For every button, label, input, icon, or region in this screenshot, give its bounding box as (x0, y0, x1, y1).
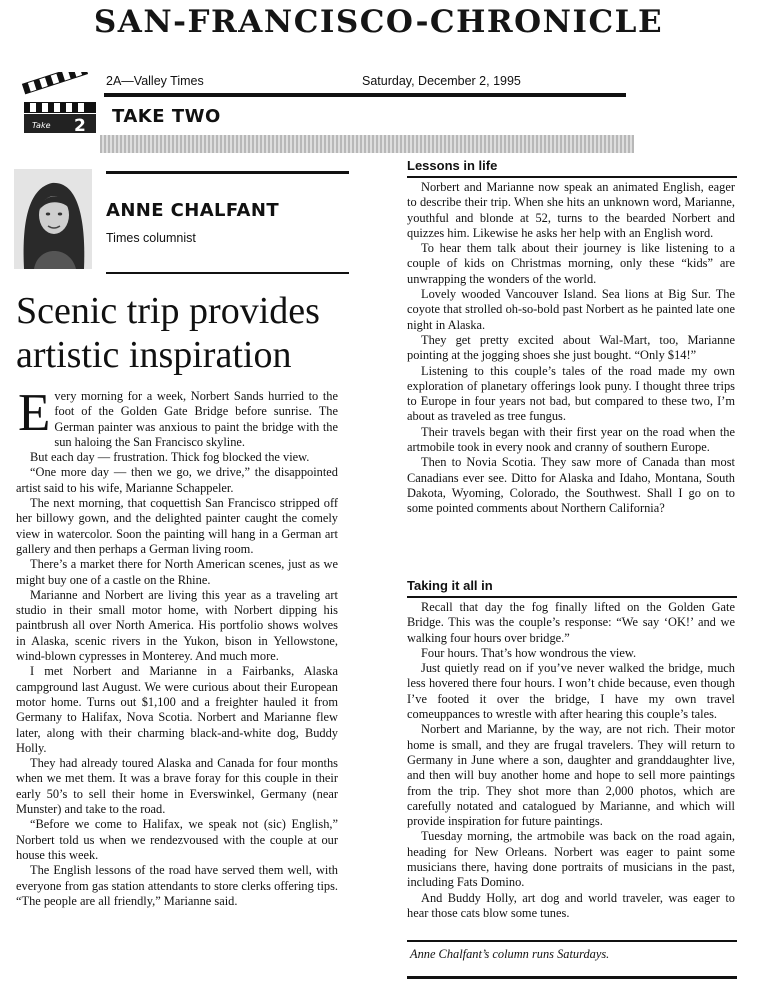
paragraph: Norbert and Marianne, by the way, are not rich. Their motor home is small, and they are frugal travelers. They will return to Germany in June where a son, daughter and granddaughter live, and then will buy another home and hope to sell more paintings from the trip. They shot more than 2,000 photos, which are carefully notated and catalogued by Marianne, and which will provide inspiration for future paintings. (407, 722, 735, 829)
issue-date: Saturday, December 2, 1995 (362, 74, 521, 88)
columnist-photo (14, 169, 92, 269)
paragraph: Just quietly read on if you’ve never walked the bridge, much less hovered there four hours. I won’t chide because, even though I’ve footed it over the bridge, I have my own travel comeuppances to wrestle with after hearing this couple’s tales. (407, 661, 735, 722)
paragraph: The next morning, that coquettish San Francisco stripped off her billowy gown, and the delighted painter caught the comely view in watercolor. Soon the painting will hang in a German art gallery and then perhaps a German living room. (16, 496, 338, 556)
paragraph: Marianne and Norbert are living this year as a traveling art studio in their small motor home, with Norbert dipping his paintbrush all over North America. His portfolio shows wolves in Alaska, scenic rivers in the Yukon, bison in Yellowstone, wind-blown cypresses in Monterey. And much more. (16, 587, 338, 664)
columnist-title: Times columnist (106, 231, 196, 245)
paragraph: “One more day — then we go, we drive,” the disappointed artist said to his wife, Marianne Schappeler. (16, 465, 338, 495)
tagline-rule (407, 940, 737, 942)
paragraph: Listening to this couple’s tales of the road made my own exploration of planetary offerings look puny. I thought three trips to Europe in four years not bad, but compared to these two, I’m about as traveled as tree fungus. (407, 363, 735, 424)
paragraph: Tuesday morning, the artmobile was back on the road again, heading for New Orleans. Norbert was eager to paint some musicians there, having done portraits of musicians in the past, including Fats Domino. (407, 829, 735, 890)
paragraph: Then to Novia Scotia. They saw more of Canada than most Canadians ever see. Ditto for Alaska and Idaho, Montana, South Dakota, Wyoming, Colorado, the Southwest. Shall I go on to some pointed comments about Northern California? (407, 455, 735, 516)
paragraph: Norbert and Marianne now speak an animated English, eager to describe their trip. When she hits an unknown word, Marianne, youthful and blonde at 52, turns to the bearded Norbert and quizzes him. Likewise he asks her help with an English word. (407, 180, 735, 240)
paragraph: They get pretty excited about Wal-Mart, too, Marianne pointing at the jogging shoes she just bought. “Only $14!” (407, 332, 735, 363)
byline-rule-bottom (106, 272, 349, 274)
paragraph: Their travels began with their first year on the road when the artmobile took in every nook and cranny of southern Europe. (407, 424, 735, 455)
svg-text:2: 2 (74, 116, 86, 134)
story-column-2b (407, 600, 735, 921)
bottom-rule (407, 976, 737, 979)
paragraph: I met Norbert and Marianne in a Fairbanks, Alaska campground last August. We were curious about their European motor home. Turns out $1,100 and a freighter hauled it from Germany to Halifax, Nova Scotia. Norbert and Marianne flew later, along with their charming black-and-white dog, Buddy Holly. (16, 664, 338, 755)
paragraph: very morning for a week, Norbert Sands hurried to the foot of the Golden Gate Bridge before sunrise. The German painter was anxious to paint the bridge with the sun haloing the San Francisco skyline. (54, 389, 338, 449)
section-band (100, 135, 634, 153)
paragraph: Lovely wooded Vancouver Island. Sea lions at Big Sur. The coyote that strolled oh-so-bold past Norbert as he painted late one night in Alaska. (407, 287, 735, 332)
paragraph: There’s a market there for North American scenes, just as we might buy one of a castle on the Rhine. (16, 557, 338, 587)
story-column-1 (16, 384, 338, 909)
subhead-rule (407, 596, 737, 598)
subhead-rule (407, 176, 737, 178)
paragraph: They had already toured Alaska and Canada for four months when we met them. It was a brave foray for this couple in their early 50’s to sell their home in Everswinkel, Germany (near Munster) and take to the road. (16, 756, 338, 817)
paragraph: “Before we come to Halifax, we speak not (sic) English,” Norbert told us when we rendezvoused with the couple at our house this week. (16, 817, 338, 862)
paragraph: The English lessons of the road have served them well, with everyone from gas station attendants to store clerks offering tips. “The people are all friendly,” Marianne said. (16, 863, 338, 908)
masthead: SAN-FRANCISCO-CHRONICLE (93, 4, 664, 40)
byline-rule-top (106, 171, 349, 174)
drop-cap: E (18, 384, 51, 442)
headline: Scenic trip provides artistic inspiration (16, 290, 320, 376)
paragraph: To hear them talk about their journey is like listening to a couple of kids on Christmas morning, only these “kids” are unwrapping the wonders of the world. (407, 241, 735, 286)
paragraph: And Buddy Holly, art dog and world traveler, was eager to hear those cats blow some tunes. (407, 890, 735, 920)
column-tagline: Anne Chalfant’s column runs Saturdays. (410, 947, 610, 961)
paragraph: Recall that day the fog finally lifted on the Golden Gate Bridge. This was the couple’s response: “We say ‘OK!’ and we walking four hours over bridge.” (407, 600, 735, 645)
section-title: TAKE TWO (112, 106, 221, 127)
header-rule (104, 93, 626, 97)
clapperboard-logo (20, 72, 100, 134)
subhead-lessons: Lessons in life (407, 158, 498, 173)
story-column-2a (407, 180, 735, 517)
paragraph: But each day — frustration. Thick fog blocked the view. (30, 450, 310, 465)
svg-text:Take: Take (32, 121, 51, 130)
page-folio: 2A—Valley Times (106, 74, 204, 88)
columnist-name: ANNE CHALFANT (106, 200, 280, 221)
paragraph: Four hours. That’s how wondrous the view. (421, 645, 637, 660)
subhead-taking: Taking it all in (407, 578, 493, 593)
